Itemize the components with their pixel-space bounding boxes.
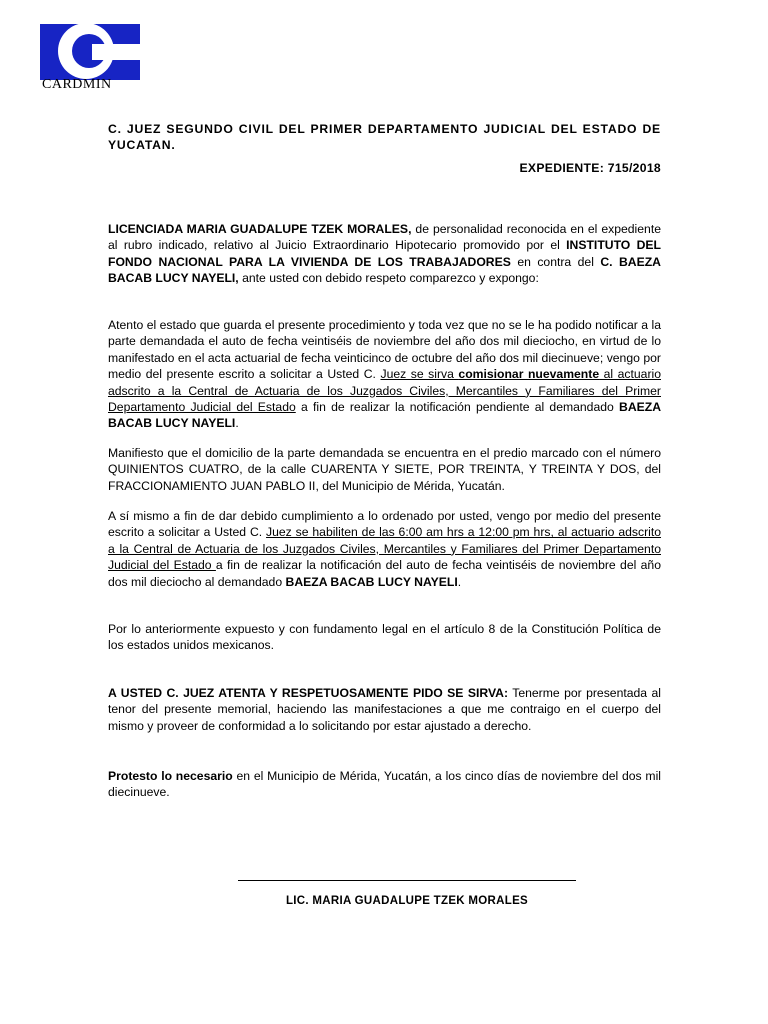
paragraph-closing	[108, 768, 661, 801]
logo-opening-shape	[92, 44, 140, 60]
closing-phrase: Protesto lo necesario	[108, 769, 233, 783]
paragraph-petition	[108, 685, 661, 734]
signatory-name: LIC. MARIA GUADALUPE TZEK MORALES	[285, 895, 529, 907]
expediente-number: EXPEDIENTE: 715/2018	[519, 161, 661, 175]
petition-heading: A USTED C. JUEZ ATENTA Y RESPETUOSAMENTE PIDO SE SIRVA:	[108, 686, 509, 700]
paragraph-request-commission	[108, 317, 661, 432]
legal-basis-text: Por lo anteriormente expuesto y con fundamento legal en el artículo 8 de la Constitución Política de los estados unidos mexicanos.	[108, 622, 661, 653]
paragraph-legal-basis	[108, 621, 661, 654]
text-run: al actuario adscrito a la Central de Actuaria de los Juzgados Civiles, Mercantiles y Familiares del Primer Departamento Judicial del Estado	[108, 367, 661, 415]
court-heading: C. JUEZ SEGUNDO CIVIL DEL PRIMER DEPARTAMENTO JUDICIAL DEL ESTADO DE YUCATAN.	[108, 122, 661, 153]
defendant-name: BAEZA BACAB LUCY NAYELI	[108, 400, 662, 431]
cardmin-logo-icon	[40, 24, 140, 80]
text-run: A sí mismo a fin de dar debido cumplimiento a lo ordenado por usted, vengo por medio del presente escrito a solicitar a Usted C.	[108, 509, 661, 540]
text-run: ante usted con debido respeto comparezco y expongo:	[238, 271, 539, 286]
paragraph-hours-request	[108, 508, 661, 590]
text-run: en contra del	[510, 254, 601, 269]
plaintiff-name: INSTITUTO DEL FONDO NACIONAL PARA LA VIVIENDA DE LOS TRABAJADORES	[108, 238, 662, 269]
lawyer-name: LICENCIADA MARIA GUADALUPE TZEK MORALES,	[108, 222, 412, 236]
logo-wordmark: CARDMIN	[42, 77, 112, 92]
text-run: en el Municipio de Mérida, Yucatán, a los cinco días de noviembre del dos mil diecinueve.	[108, 769, 661, 800]
text-run: a fin de realizar la notificación del auto de fecha veintiséis de noviembre del año dos mil dieciocho al demandado	[108, 558, 661, 589]
paragraph-address	[108, 445, 661, 494]
cardmin-logo	[40, 24, 144, 94]
text-run: de personalidad reconocida en el expediente al rubro indicado, relativo al Juicio Extraordinario Hipotecario promovido por el	[108, 222, 661, 253]
address-text: Manifiesto que el domicilio de la parte demandada se encuentra en el predio marcado con el número QUINIENTOS CUATRO, de la calle CUARENTA Y SIETE, POR TREINTA, Y TREINTA Y DOS, del FRACCIONAMIENTO JUAN PABLO II, del Municipio de Mérida, Yucatán.	[108, 446, 661, 493]
text-run: .	[235, 416, 239, 431]
signature-line	[238, 880, 576, 881]
emphasis-commission: comisionar nuevamente	[458, 367, 600, 382]
text-run: Atento el estado que guarda el presente procedimiento y toda vez que no se le ha podido notificar a la parte demandada el auto de fecha veintiséis de noviembre del año dos mil dieciocho, en virtud de lo manifestado en el acta actuarial de fecha veinticinco de octubre del año dos mil diecinueve; vengo por medio del presente escrito a solicitar a Usted C.	[108, 318, 661, 382]
text-run: .	[457, 574, 462, 589]
defendant-name: C. BAEZA BACAB LUCY NAYELI,	[108, 254, 661, 286]
text-run: Tenerme por presentada al tenor del presente memorial, haciendo las manifestaciones a que me contraigo en el cuerpo del mismo y proveer de conformidad a lo solicitando por estar ajustado a derecho.	[108, 686, 661, 733]
defendant-name: BAEZA BACAB LUCY NAYELI	[285, 574, 458, 589]
text-run: a fin de realizar la notificación pendiente al demandado	[295, 400, 620, 415]
underlined-request: Juez se habiliten de las 6:00 am hrs a 12:00 pm hrs, al actuario adscrito a la Central de Actuaria de los Juzgados Civiles, Mercantiles y Familiares del Primer Departamento Judicial del Estado	[108, 525, 662, 573]
text-run: Juez se sirva	[380, 367, 459, 382]
paragraph-introduction	[108, 221, 661, 287]
